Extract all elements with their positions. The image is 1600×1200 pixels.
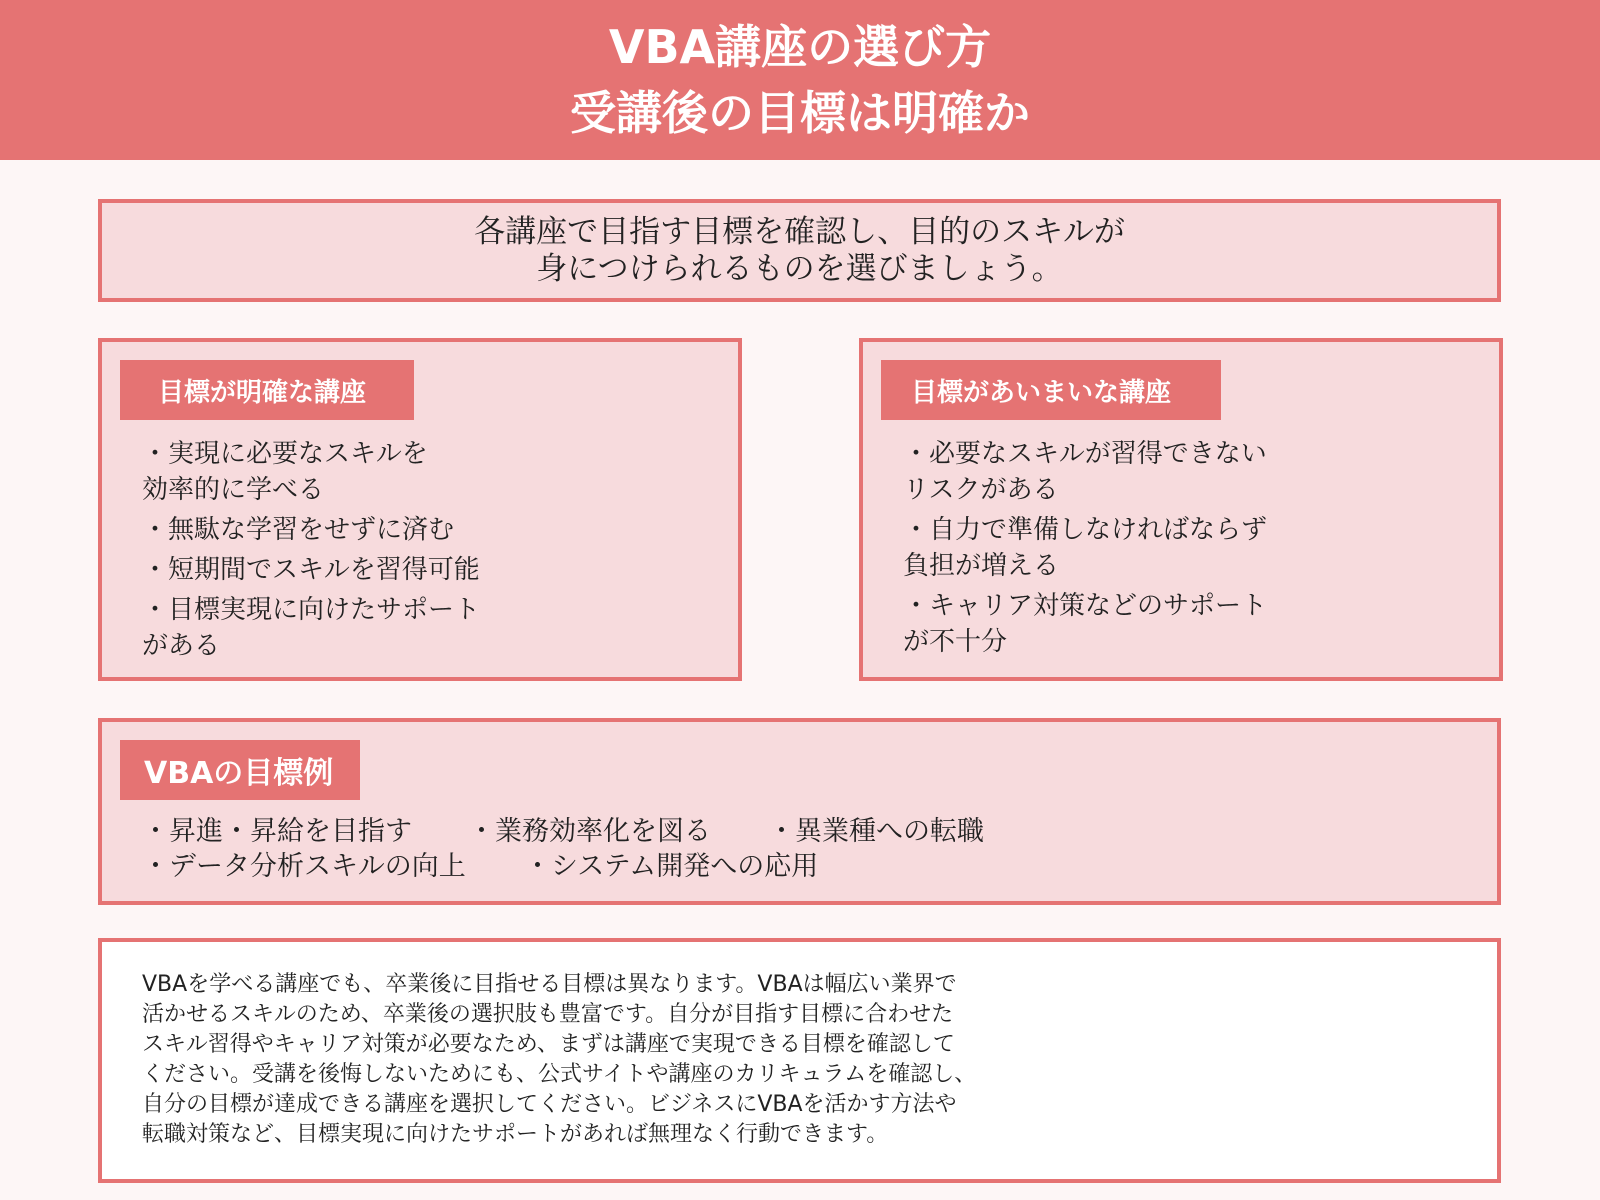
page-title-line2: 受講後の目標は明確か xyxy=(570,86,1030,140)
summary-line: ください。受講を後悔しないためにも、公式サイトや講座のカリキュラムを確認し、 xyxy=(142,1062,977,1087)
goal-item: ・異業種への転職 xyxy=(768,816,984,847)
list-item: リスクがある xyxy=(903,475,1059,505)
list-item: ・キャリア対策などのサポート xyxy=(903,591,1268,621)
clear-goal-list xyxy=(142,436,480,668)
goal-item: ・業務効率化を図る xyxy=(468,816,711,847)
list-item: ・無駄な学習をせずに済む xyxy=(142,515,455,545)
list-item: ・必要なスキルが習得できない xyxy=(903,439,1267,469)
goal-item: ・システム開発への応用 xyxy=(524,851,819,882)
intro-line2: 身につけられるものを選びましょう。 xyxy=(536,250,1063,287)
summary-line: 自分の目標が達成できる講座を選択してください。ビジネスにVBAを活かす方法や xyxy=(142,1092,957,1117)
vague-goal-panel xyxy=(859,338,1503,681)
vague-goal-list xyxy=(903,436,1267,664)
list-item: ・実現に必要なスキルを xyxy=(142,439,428,469)
clear-goal-panel xyxy=(98,338,742,681)
list-item: 負担が増える xyxy=(903,551,1060,581)
list-item: がある xyxy=(142,631,221,661)
summary-text xyxy=(142,970,976,1150)
vba-goals-title: VBAの目標例 xyxy=(120,740,360,800)
list-item: が不十分 xyxy=(903,627,1008,657)
goals-row-2 xyxy=(142,849,984,884)
summary-line: スキル習得やキャリア対策が必要なため、まずは講座で実現できる目標を確認して xyxy=(142,1032,955,1057)
summary-line: VBAを学べる講座でも、卒業後に目指せる目標は異なります。VBAは幅広い業界で xyxy=(142,972,957,997)
goal-item: ・昇進・昇給を目指す xyxy=(142,816,412,847)
intro-box xyxy=(98,199,1501,302)
vba-goals-list xyxy=(142,814,984,884)
summary-line: 転職対策など、目標実現に向けたサポートがあれば無理なく行動できます。 xyxy=(142,1122,889,1147)
page-title-line1: VBA講座の選び方 xyxy=(608,20,992,74)
list-item: ・自力で準備しなければならず xyxy=(903,515,1268,545)
list-item: 効率的に学べる xyxy=(142,475,325,505)
summary-line: 活かせるスキルのため、卒業後の選択肢も豊富です。自分が目指す目標に合わせた xyxy=(142,1002,954,1027)
list-item: ・短期間でスキルを習得可能 xyxy=(142,555,480,585)
vague-goal-title: 目標があいまいな講座 xyxy=(881,360,1221,420)
goal-item: ・データ分析スキルの向上 xyxy=(142,851,466,882)
summary-panel xyxy=(98,938,1501,1183)
page-header xyxy=(0,0,1600,160)
clear-goal-title: 目標が明確な講座 xyxy=(120,360,414,420)
list-item: ・目標実現に向けたサポート xyxy=(142,595,481,625)
intro-line1: 各講座で目指す目標を確認し、目的のスキルが xyxy=(474,213,1125,250)
vba-goals-panel xyxy=(98,718,1501,905)
goals-row-1 xyxy=(142,814,984,849)
